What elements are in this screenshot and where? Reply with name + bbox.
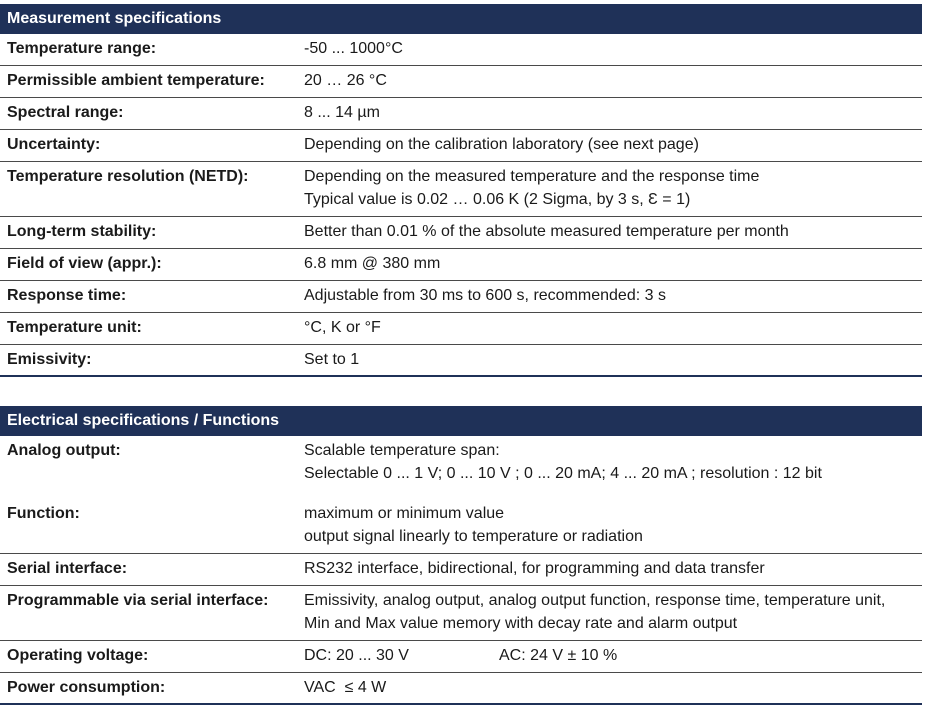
spec-value: 6.8 mm @ 380 mm (304, 255, 441, 272)
spec-label: Temperature resolution (NETD): (7, 168, 249, 185)
section-title: Electrical specifications / Functions (0, 406, 922, 436)
spec-row (0, 66, 922, 98)
spec-row-function (0, 496, 922, 554)
spec-row-serial-interface (0, 554, 922, 586)
spec-value: 20 … 26 °C (304, 72, 387, 89)
spec-row (0, 217, 922, 249)
spec-value: VAC ≤ 4 W (304, 679, 387, 696)
spec-value: °C, K or °F (304, 319, 381, 336)
spec-value: 8 ... 14 µm (304, 104, 380, 121)
spec-value: Set to 1 (304, 351, 360, 368)
spec-row (0, 249, 922, 281)
spec-row (0, 313, 922, 345)
spec-row (0, 34, 922, 66)
spec-row-analog-output (0, 436, 922, 496)
spec-label: Function: (7, 505, 80, 522)
spec-row (0, 162, 922, 217)
spec-label: Permissible ambient temperature: (7, 72, 265, 89)
spec-value: Adjustable from 30 ms to 600 s, recommended: 3 s (304, 287, 666, 304)
spec-row (0, 345, 922, 377)
section-title: Measurement specifications (0, 4, 922, 34)
spec-row-programmable (0, 586, 922, 641)
spec-value: Better than 0.01 % of the absolute measured temperature per month (304, 223, 789, 240)
spec-label: Power consumption: (7, 679, 166, 696)
spec-label: Long-term stability: (7, 223, 157, 240)
spec-label: Uncertainty: (7, 136, 101, 153)
spec-value: Emissivity, analog output, analog output function, response time, temperature unit, Min and Max value memory with decay rate and alarm output (304, 592, 886, 632)
spec-label: Field of view (appr.): (7, 255, 162, 272)
spec-label: Emissivity: (7, 351, 92, 368)
spec-row-power-consumption (0, 673, 922, 705)
measurement-specifications-table (0, 4, 922, 377)
spec-value: RS232 interface, bidirectional, for programming and data transfer (304, 560, 765, 577)
electrical-specifications-table (0, 406, 922, 705)
spec-row (0, 98, 922, 130)
spec-value: Depending on the measured temperature and the response time Typical value is 0.02 … 0.06 K (2 Sigma, by 3 s, Ɛ = 1) (304, 168, 760, 208)
spec-label: Programmable via serial interface: (7, 592, 269, 609)
spec-label: Analog output: (7, 442, 121, 459)
spec-label: Response time: (7, 287, 127, 304)
spec-label: Operating voltage: (7, 647, 149, 664)
spec-value: DC: 20 ... 30 V AC: 24 V ± 10 % (304, 647, 618, 664)
spec-label: Temperature range: (7, 40, 157, 57)
spec-label: Serial interface: (7, 560, 128, 577)
spec-value: maximum or minimum value output signal linearly to temperature or radiation (304, 505, 643, 545)
spec-row (0, 130, 922, 162)
spec-label: Spectral range: (7, 104, 124, 121)
spec-value: -50 ... 1000°C (304, 40, 403, 57)
spec-row (0, 281, 922, 313)
spec-label: Temperature unit: (7, 319, 142, 336)
spec-row-operating-voltage (0, 641, 922, 673)
spec-value: Scalable temperature span: Selectable 0 ... 1 V; 0 ... 10 V ; 0 ... 20 mA; 4 ... 20 mA ; resolution : 12 bit (304, 442, 822, 482)
spec-value: Depending on the calibration laboratory (see next page) (304, 136, 699, 153)
